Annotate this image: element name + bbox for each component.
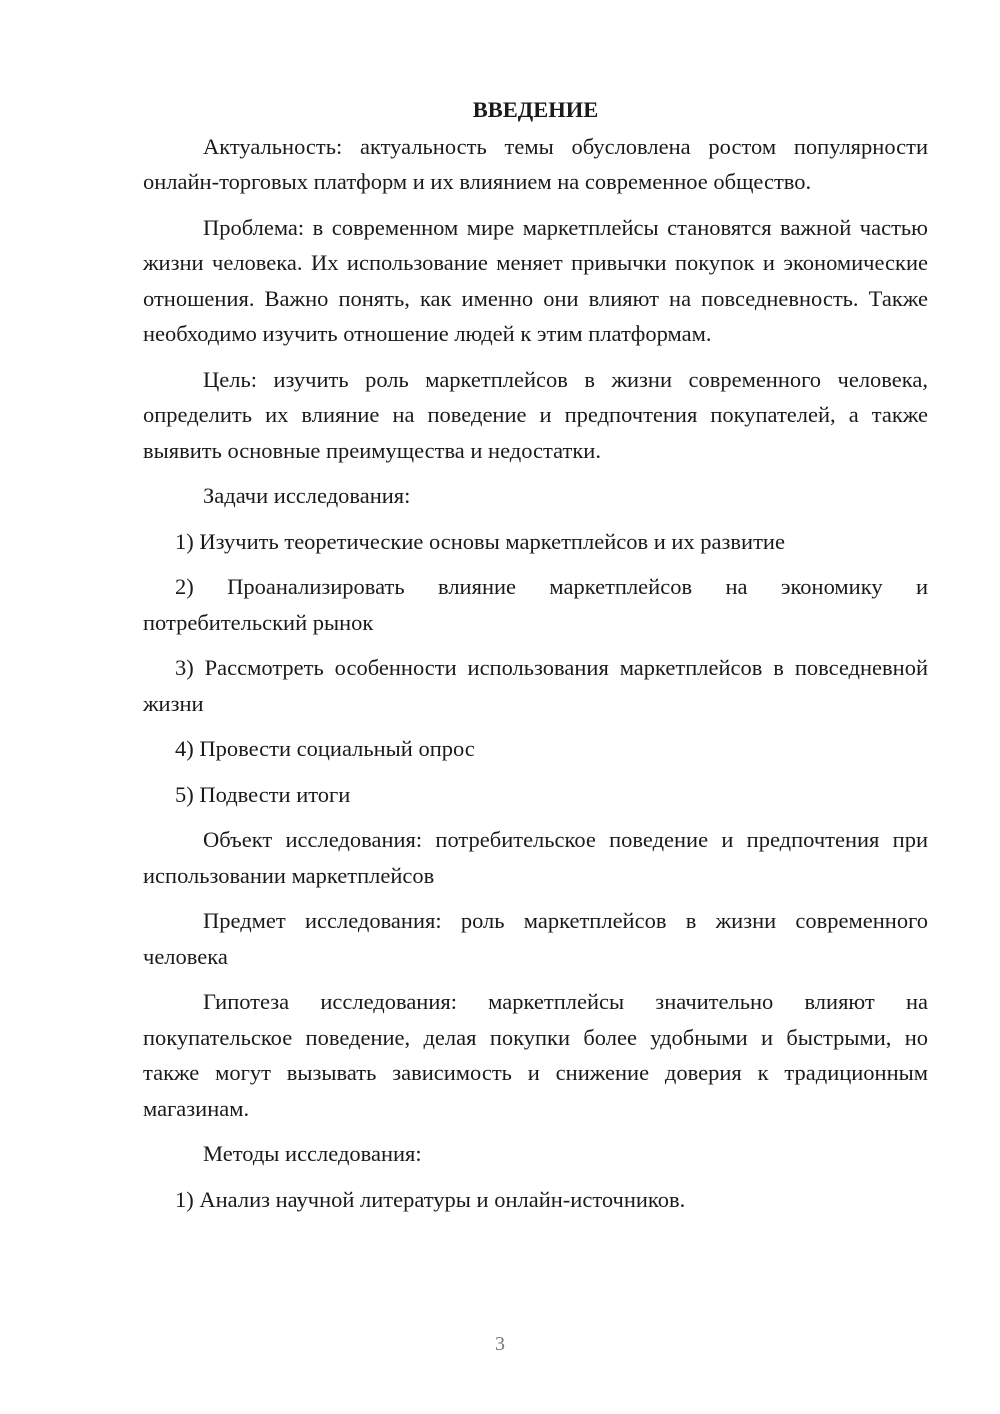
page-number: 3 bbox=[495, 1333, 505, 1355]
task-item-4: 4) Провести социальный опрос bbox=[175, 736, 475, 761]
subject-paragraph: Предмет исследования: роль маркетплейсов в жизни современного человека bbox=[143, 908, 928, 969]
relevance-paragraph: Актуальность: актуальность темы обусловлена ростом популярности онлайн-торговых платформ и их влиянием на современное общество. bbox=[143, 133, 928, 194]
goal-paragraph: Цель: изучить роль маркетплейсов в жизни современного человека, определить их влияние на поведение и предпочтения покупателей, а также выявить основные преимущества и недостатки. bbox=[143, 366, 928, 463]
task-item-5: 5) Подвести итоги bbox=[175, 781, 351, 807]
method-item-1: 1) Анализ научной литературы и онлайн-источников. bbox=[175, 1186, 686, 1212]
object-paragraph: Объект исследования: потребительское поведение и предпочтения при использовании маркетплейсов bbox=[143, 827, 928, 888]
tasks-heading: Задачи исследования: bbox=[203, 483, 411, 508]
task-item-3: 3) Рассмотреть особенности использования маркетплейсов в повседневной жизни bbox=[143, 655, 928, 716]
methods-heading: Методы исследования: bbox=[203, 1141, 422, 1166]
hypothesis-paragraph: Гипотеза исследования: маркетплейсы значительно влияют на покупательское поведение, делая покупки более удобными и быстрыми, но также могут вызывать зависимость и снижение доверия к традиционным магазинам. bbox=[143, 989, 928, 1121]
problem-paragraph: Проблема: в современном мире маркетплейсы становятся важной частью жизни человека. Их использование меняет привычки покупок и экономические отношения. Важно понять, как именно они влияют на повседневность. Также необходимо изучить отношение людей к этим платформам. bbox=[143, 214, 928, 346]
section-title: ВВЕДЕНИЕ bbox=[472, 97, 599, 122]
task-item-1: 1) Изучить теоретические основы маркетплейсов и их развитие bbox=[175, 528, 785, 554]
page-content bbox=[143, 92, 928, 1227]
task-item-2: 2) Проанализировать влияние маркетплейсов на экономику и потребительский рынок bbox=[143, 574, 928, 635]
